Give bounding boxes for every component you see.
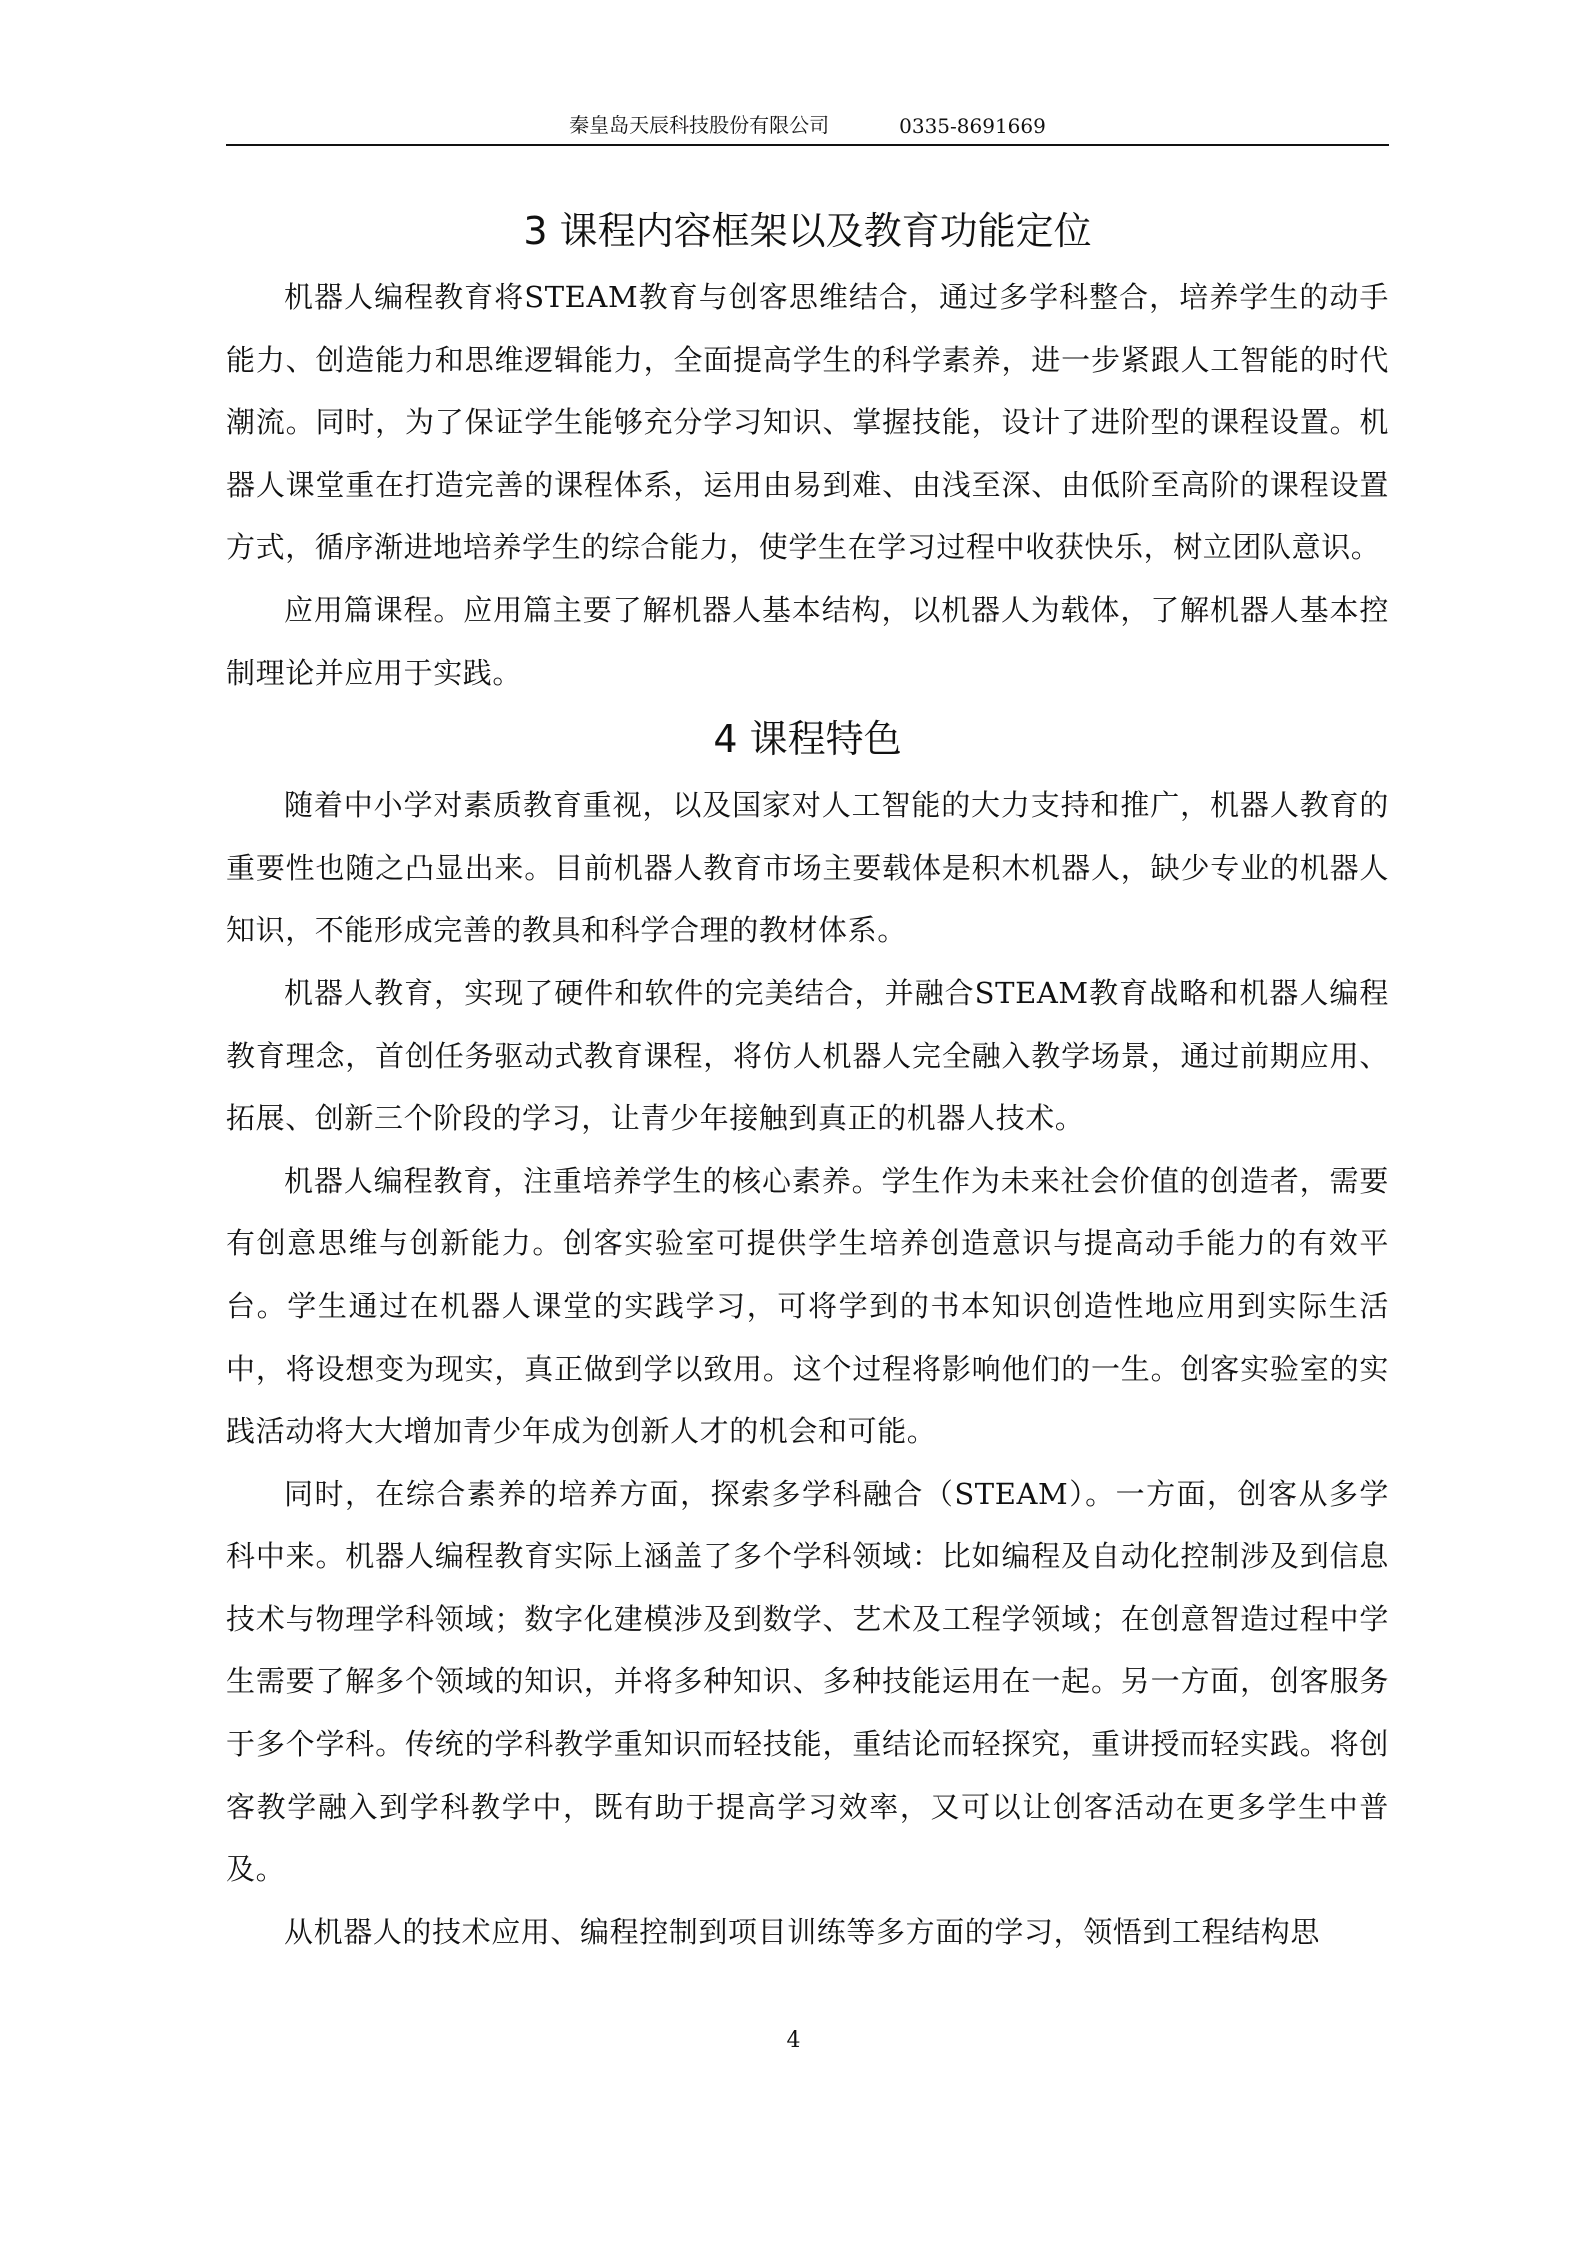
header-company: 秦皇岛天辰科技股份有限公司 <box>569 113 830 137</box>
paragraph: 机器人编程教育，注重培养学生的核心素养。学生作为未来社会价值的创造者，需要有创意思维与创新能力。创客实验室可提供学生培养创造意识与提高动手能力的有效平台。学生通过在机器人课堂的实践学习，可将学到的书本知识创造性地应用到实际生活中，将设想变为现实，真正做到学以致用。这个过程将影响他们的一生。创客实验室的实践活动将大大增加青少年成为创新人才的机会和可能。 <box>226 1163 1389 1449</box>
page-number: 4 <box>786 2028 801 2053</box>
paragraph: 从机器人的技术应用、编程控制到项目训练等多方面的学习，领悟到工程结构思 <box>284 1914 1321 1949</box>
paragraph: 应用篇课程。应用篇主要了解机器人基本结构，以机器人为载体，了解机器人基本控制理论并应用于实践。 <box>226 592 1389 690</box>
paragraph: 机器人编程教育将STEAM教育与创客思维结合，通过多学科整合，培养学生的动手能力、创造能力和思维逻辑能力，全面提高学生的科学素养，进一步紧跟人工智能的时代潮流。同时，为了保证学生能够充分学习知识、掌握技能，设计了进阶型的课程设置。机器人课堂重在打造完善的课程体系，运用由易到难、由浅至深、由低阶至高阶的课程设置方式，循序渐进地培养学生的综合能力，使学生在学习过程中收获快乐，树立团队意识。 <box>226 280 1389 565</box>
section-heading: 4 课程特色 <box>713 717 902 762</box>
paragraph: 同时，在综合素养的培养方面，探索多学科融合（STEAM）。一方面，创客从多学科中来。机器人编程教育实际上涵盖了多个学科领域：比如编程及自动化控制涉及到信息技术与物理学科领域；数字化建模涉及到数学、艺术及工程学领域；在创意智造过程中学生需要了解多个领域的知识，并将多种知识、多种技能运用在一起。另一方面，创客服务于多个学科。传统的学科教学重知识而轻技能，重结论而轻探究，重讲授而轻实践。将创客教学融入到学科教学中，既有助于提高学习效率，又可以让创客活动在更多学生中普及。 <box>226 1476 1389 1887</box>
page-header <box>226 112 1389 146</box>
header-phone: 0335-8691669 <box>899 114 1046 138</box>
section-heading: 3 课程内容框架以及教育功能定位 <box>523 209 1092 253</box>
paragraph: 机器人教育，实现了硬件和软件的完美结合，并融合STEAM教育战略和机器人编程教育理念，首创任务驱动式教育课程，将仿人机器人完全融入教学场景，通过前期应用、拓展、创新三个阶段的学习，让青少年接触到真正的机器人技术。 <box>226 975 1389 1136</box>
page-body <box>226 196 1389 1963</box>
paragraph: 随着中小学对素质教育重视，以及国家对人工智能的大力支持和推广，机器人教育的重要性也随之凸显出来。目前机器人教育市场主要载体是积木机器人，缺少专业的机器人知识，不能形成完善的教具和科学合理的教材体系。 <box>226 788 1389 948</box>
